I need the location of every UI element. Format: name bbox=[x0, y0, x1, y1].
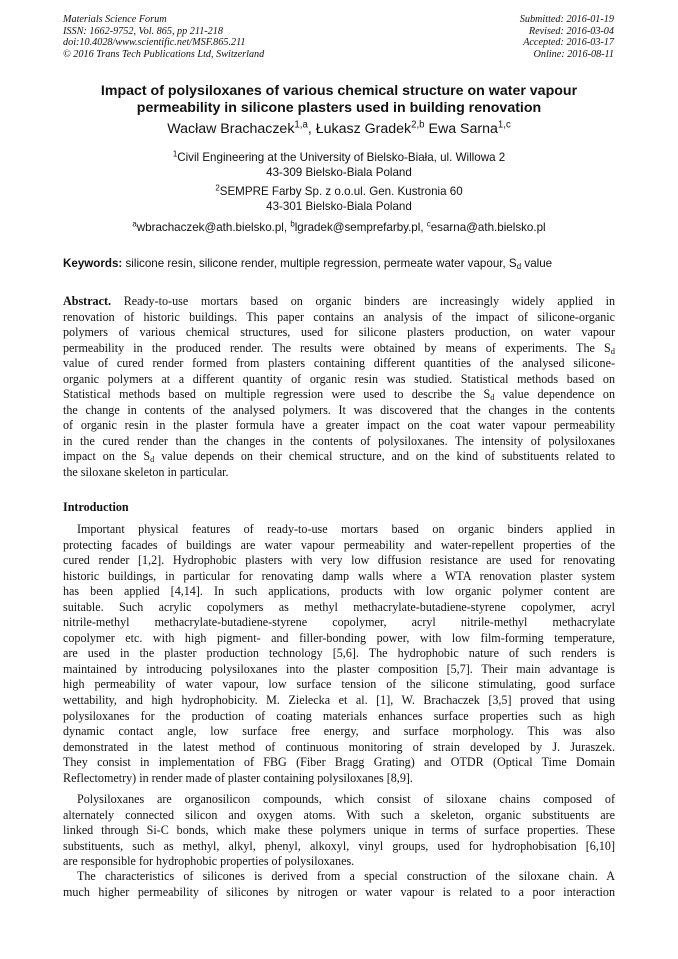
abstract-text: Statistical methods based on multiple regression were used to describe the S bbox=[63, 387, 491, 402]
body-line: The characteristics of silicones is derived from a special construction of the siloxane chain. A bbox=[77, 869, 615, 883]
body-line: Reflectometry) in render made of plaster containing polysiloxanes [8,9]. bbox=[63, 770, 413, 785]
date-accepted: Accepted: 2016-03-17 bbox=[523, 37, 614, 49]
abstract-line bbox=[63, 341, 615, 357]
body-line: demonstrated in the latest method of continuous monitoring of strain developed by J. Juraszek. bbox=[63, 739, 615, 754]
email-link[interactable]: lgradek@semprefarby.pl, bbox=[294, 221, 427, 234]
email-mark: b bbox=[290, 219, 295, 229]
body-line: historic buildings, in particular for renovating damp walls where a WTA renovation plaster system bbox=[63, 568, 615, 583]
email-mark: a bbox=[132, 219, 137, 229]
affiliation-mark: 2 bbox=[215, 183, 220, 193]
journal-name: Materials Science Forum bbox=[63, 14, 167, 25]
date-revised: Revised: 2016-03-04 bbox=[528, 25, 614, 37]
affiliation-address: 43-301 Bielsko-Biala Poland bbox=[266, 200, 412, 213]
author-name: Wacław Brachaczek bbox=[167, 121, 295, 137]
paper-title bbox=[40, 83, 638, 117]
body-line: suitable. Such acrylic copolymers as methyl methacrylate-butadiene-styrene copolymer, acryl bbox=[63, 599, 615, 614]
email-link[interactable]: wbrachaczek@ath.bielsko.pl, bbox=[136, 221, 291, 234]
affiliation-address: 43-309 Bielsko-Biala Poland bbox=[266, 166, 412, 179]
body-line: They consist in implementation of FBG (Fiber Bragg Grating) and OTDR (Optical Time Domain bbox=[63, 755, 615, 770]
body-line: cured render [1,2]. Hydrophobic plasters with very low diffusion resistance are used for renovating bbox=[63, 553, 615, 568]
abstract-line: the siloxane skeleton in particular. bbox=[63, 465, 229, 480]
body-line: much higher permeability of silicones by nitrogen or water vapour is related to a poor interaction bbox=[63, 884, 615, 899]
body-line: substituents, such as methyl, alkyl, phenyl, alkoxyl, vinyl groups, used for hydrophobisation [6,10] bbox=[63, 838, 615, 853]
abstract-text: Ready-to-use mortars based on organic binders are increasingly widely applied in bbox=[111, 294, 615, 308]
abstract-line: organic polymers at a different quantity of organic resin was studied. Statistical methods based on bbox=[63, 371, 615, 386]
publication-dates bbox=[520, 14, 614, 60]
body-line: Important physical features of ready-to-use mortars based on organic binders applied in bbox=[77, 522, 615, 536]
introduction-paragraph-3 bbox=[63, 869, 615, 900]
abstract-text: impact on the S bbox=[63, 449, 151, 464]
body-line: wettability, and high hydrophobicity. M. Zielecka et al. [1], W. Brachaczek [3,5] proved that using bbox=[63, 693, 615, 708]
affiliation-2 bbox=[40, 184, 638, 214]
section-heading-introduction: Introduction bbox=[63, 500, 129, 514]
abstract-line: in the cured render than the changes in the contents of polysiloxanes. The intensity of polysiloxanes bbox=[63, 433, 615, 448]
author-emails bbox=[40, 221, 638, 234]
body-line: protecting facades of buildings are water vapour permeability and water-repellent properties of the bbox=[63, 537, 615, 552]
body-line: linked through Si-C bonds, which make these polymers unique in terms of surface properties. These bbox=[63, 823, 615, 838]
affiliation-text: SEMPRE Farby Sp. z o.o.ul. Gen. Kustronia 60 bbox=[219, 185, 463, 198]
body-line: high permeability of water vapour, low surface tension of the silicone stimulating, good surface bbox=[63, 677, 615, 692]
body-line: maintained by introducing polysiloxanes into the plaster composition [5,7]. Their main advantage is bbox=[63, 661, 615, 676]
affiliation-text: Civil Engineering at the University of Bielsko-Biała, ul. Willowa 2 bbox=[177, 151, 506, 164]
journal-info bbox=[63, 14, 264, 60]
journal-issn: ISSN: 1662-9752, Vol. 865, pp 211-218 bbox=[63, 25, 223, 37]
introduction-paragraph-1 bbox=[63, 522, 615, 786]
keywords-text: silicone resin, silicone render, multiple regression, permeate water vapour, S bbox=[122, 257, 517, 270]
title-line: permeability in silicone plasters used in building renovation bbox=[136, 100, 542, 116]
author-affiliation-mark: 2,b bbox=[411, 119, 425, 131]
abstract-text: permeability in the produced render. The results were obtained by means of experiments. The S bbox=[63, 340, 611, 355]
abstract-line: the change in contents of the analysed polymers. It was discovered that the changes in the contents bbox=[63, 402, 615, 417]
abstract-line bbox=[63, 294, 615, 310]
abstract-line: value of cured render formed from plasters containing different quantities of the analysed silicone- bbox=[63, 356, 615, 371]
abstract-line bbox=[63, 387, 615, 403]
body-line: copolymer etc. with high pigment- and filler-bonding power, with low film-forming temperature, bbox=[63, 630, 615, 645]
date-submitted: Submitted: 2016-01-19 bbox=[519, 14, 614, 25]
keywords bbox=[63, 257, 619, 270]
abstract-line: of organic resin in the plaster formula have a greater impact on the coat water vapour permeability bbox=[63, 418, 615, 433]
abstract-label: Abstract. bbox=[63, 294, 112, 308]
body-line: Polysiloxanes are organosilicon compounds, which consist of siloxane chains composed of bbox=[77, 792, 615, 806]
keywords-subscript: d bbox=[516, 262, 522, 272]
abstract-line: renovation of historic buildings. This paper contains an analysis of the impact of silicone-organic bbox=[63, 309, 615, 324]
journal-doi: doi:10.4028/www.scientific.net/MSF.865.211 bbox=[63, 37, 246, 49]
date-online: Online: 2016-08-11 bbox=[533, 48, 614, 60]
abstract-subscript: d bbox=[490, 392, 495, 403]
title-line: Impact of polysiloxanes of various chemical structure on water vapour bbox=[100, 83, 578, 99]
author-separator: , bbox=[307, 121, 316, 137]
abstract-subscript: d bbox=[610, 345, 615, 356]
author-name: Łukasz Gradek bbox=[315, 121, 412, 137]
abstract-line bbox=[63, 449, 615, 465]
abstract bbox=[63, 294, 615, 481]
body-line: are used in the plaster production technology [5,6]. The hydrophobic nature of such renders is bbox=[63, 646, 615, 661]
introduction-paragraph-2 bbox=[63, 792, 615, 870]
body-line: polysiloxanes for the production of coating materials enhances surface properties such as high bbox=[63, 708, 615, 723]
affiliation-1 bbox=[40, 150, 638, 180]
email-mark: c bbox=[426, 219, 431, 229]
author-list bbox=[40, 121, 638, 137]
author-name: Ewa Sarna bbox=[428, 121, 498, 137]
email-link[interactable]: esarna@ath.bielsko.pl bbox=[430, 221, 546, 234]
body-line: nitrile-methyl methacrylate-butadiene-styrene copolymer, acryl nitrile-methyl methacrylate bbox=[63, 615, 615, 630]
author-affiliation-mark: 1,c bbox=[497, 119, 511, 131]
journal-copyright: © 2016 Trans Tech Publications Ltd, Switzerland bbox=[63, 48, 265, 60]
affiliation-mark: 1 bbox=[172, 149, 178, 159]
keywords-label: Keywords: bbox=[63, 257, 123, 270]
body-line: dynamic contact angle, low surface free energy, and surface morphology. This was also bbox=[63, 724, 615, 739]
body-line: has been applied [4,14]. In such applications, products with low organic polymer content are bbox=[63, 584, 615, 599]
author-affiliation-mark: 1,a bbox=[294, 119, 308, 131]
abstract-text: value depends on their chemical structure, and on the kind of substituents related to bbox=[154, 449, 615, 464]
body-line: are responsible for hydrophobic properties of polysiloxanes. bbox=[63, 854, 355, 869]
abstract-subscript: d bbox=[150, 454, 155, 465]
abstract-text: value dependence on bbox=[494, 387, 615, 402]
keywords-text: value bbox=[521, 257, 553, 270]
body-line: alternately connected silicon and oxygen atoms. With such a skeleton, organic substituents are bbox=[63, 807, 615, 822]
abstract-line: polymers of various chemical structures, used for silicone plasters production, on water vapour bbox=[63, 325, 615, 340]
